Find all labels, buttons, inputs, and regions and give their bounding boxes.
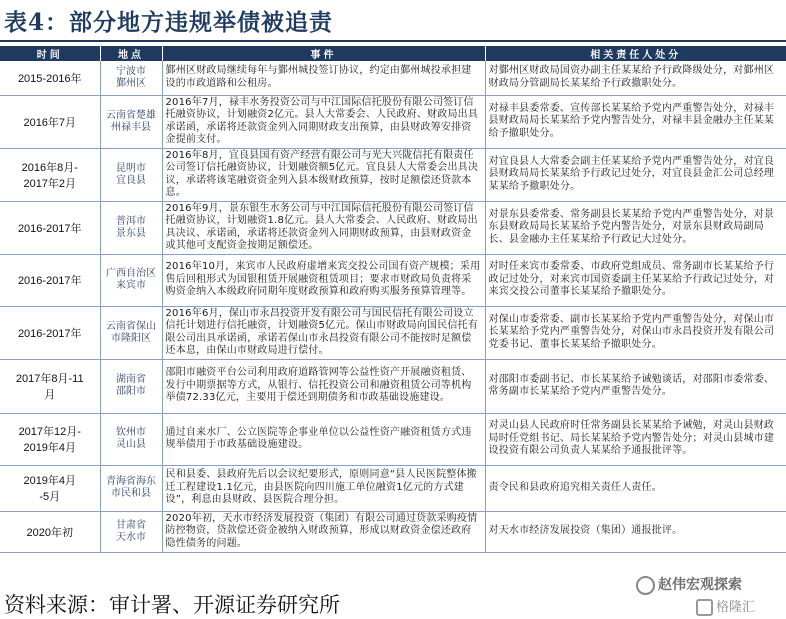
row-event: 鄞州区财政局继续每年与鄞州城投签订协议，约定由鄞州城投承担建设的市政道路和公租房。 <box>162 61 485 95</box>
watermark-text: 赵伟宏观探索 <box>658 577 742 593</box>
table-title: 表4：部分地方违规举债被追责 <box>4 9 334 36</box>
row-time: 2016-2017年 <box>0 201 100 254</box>
row-responsibility: 对景东县委常委、常务副县长某某给予党内严重警告处分，对景东县财政局局长某某给予党内警告处分，对景东县财政局副局长、县金融办主任某某给予行政记大过处分。 <box>485 201 786 254</box>
table-row <box>0 61 786 95</box>
row-place: 广西自治区 来宾市 <box>100 254 162 306</box>
table-row <box>0 511 786 552</box>
row-place: 甘肃省 天水市 <box>100 511 162 552</box>
header-event: 事件 <box>162 46 485 61</box>
table-row <box>0 413 786 465</box>
header-time: 时间 <box>0 46 100 61</box>
row-event: 2016年10月，来宾市人民政府虚增来宾交投公司国有资产规模；采用售后回租形式为国银租赁开展融资租赁项目；要求市财政局负责将采购资金纳入本级政府同期年度财政预算和政府购买服务预算管理等。 <box>162 254 485 306</box>
row-place: 钦州市 灵山县 <box>100 413 162 465</box>
row-responsibility: 对鄞州区财政局国资办副主任某某给予行政降级处分，对鄞州区财政局分管副局长某某给予行政撤职处分。 <box>485 61 786 95</box>
title-divider <box>0 40 786 42</box>
row-place: 湖南省 邵阳市 <box>100 359 162 413</box>
row-responsibility: 对时任来宾市委常委、市政府党组成员、常务副市长某某给予行政记过处分，对来宾市国资委副主任某某给予行政记过处分，对来宾交投公司董事长某某给予撤职处分。 <box>485 254 786 306</box>
row-place: 宁波市 鄞州区 <box>100 61 162 95</box>
source-note: 资料来源：审计署、开源证券研究所 <box>4 593 340 617</box>
row-time: 2019年4月 -5月 <box>0 465 100 511</box>
row-responsibility: 对保山市委常委、副市长某某给予党内严重警告处分，对保山市长某某给予党内严重警告处分，对保山市永昌投资开发有限公司党委书记、董事长某某给予撤职处分。 <box>485 306 786 359</box>
watermark-text-2: 格隆汇 <box>716 600 756 615</box>
row-time: 2016-2017年 <box>0 254 100 306</box>
row-time: 2016年7月 <box>0 95 100 148</box>
row-time: 2017年12月- 2019年4月 <box>0 413 100 465</box>
row-responsibility: 对天水市经济发展投资（集团）通报批评。 <box>485 511 786 552</box>
row-time: 2016年8月- 2017年2月 <box>0 148 100 201</box>
row-place: 云南省楚雄 州禄丰县 <box>100 95 162 148</box>
row-event: 2016年7月，禄丰水务投资公司与中江国际信托股份有限公司签订信托融资协议，计划融资2亿元。县人大常委会、人民政府、财政局出具承诺函，承诺将还款资金列入同期财政支出预算，由县财政筹安排资金提前支付。 <box>162 95 485 148</box>
row-responsibility: 责令民和县政府追究相关责任人责任。 <box>485 465 786 511</box>
table-row <box>0 201 786 254</box>
row-responsibility: 对禄丰县委常委、宣传部长某某给予党内严重警告处分，对禄丰县财政局局长某某给予党内警告处分，对禄丰县金融办主任某某给予撤职处分。 <box>485 95 786 148</box>
header-responsibility: 相关责任人处分 <box>485 46 786 61</box>
table-row <box>0 254 786 306</box>
wechat-icon <box>636 576 655 595</box>
row-time: 2016-2017年 <box>0 306 100 359</box>
accountability-table <box>0 46 786 553</box>
watermark-gelonghui <box>696 596 755 616</box>
table-row <box>0 306 786 359</box>
row-place: 昆明市 宜良县 <box>100 148 162 201</box>
watermark-wechat <box>636 574 742 595</box>
table-body <box>0 61 786 552</box>
row-time: 2017年8月-11 月 <box>0 359 100 413</box>
row-responsibility: 对邵阳市委副书记、市长某某给予诫勉谈话，对邵阳市委常委、常务副市长某某给予党内严重警告处分。 <box>485 359 786 413</box>
row-event: 2016年8月，宜良县国有资产经营有限公司与光大兴陇信托有限责任公司签订信托融资协议，计划融资额5亿元。宜良县人大常委会出具决议，承诺将该笔融资资金列入县本级财政预算，按时足额偿还贷款本息。 <box>162 148 485 201</box>
row-event: 通过自来水厂、公立医院等企事业单位以公益性资产融资租赁方式违规举债用于市政基础设施建设。 <box>162 413 485 465</box>
row-event: 2016年9月，景东银生水务公司与中江国际信托股份有限公司签订信托融资协议，计划融资1.8亿元。县人大常委会、人民政府、财政局出具决议、承诺函，承诺将还款资金列入同期财政预算，由县财政资金或其他可支配资金按期足额偿还。 <box>162 201 485 254</box>
row-responsibility: 对灵山县人民政府时任常务副县长某某给予诫勉，对灵山县财政局时任党组书记、局长某某给予党内警告处分；对灵山县城市建设投资有限公司负责人某某给予通报批评等。 <box>485 413 786 465</box>
row-time: 2015-2016年 <box>0 61 100 95</box>
row-event: 民和县委、县政府先后以会议纪要形式，原则同意“县人民医院整体搬迁工程建设1.1亿元，由县医院向四川施工单位融资1亿元的方式建设”，利息由县财政、县医院合理分担。 <box>162 465 485 511</box>
gelonghui-logo-icon <box>696 599 713 616</box>
table-header-row <box>0 46 786 61</box>
row-place: 云南省保山 市隆阳区 <box>100 306 162 359</box>
row-event: 2020年初，天水市经济发展投资（集团）有限公司通过贷款采购疫情防控物资，贷款偿还资金被纳入财政预算，形成以财政资金偿还政府隐性债务的问题。 <box>162 511 485 552</box>
row-event: 邵阳市融资平台公司利用政府道路管网等公益性资产开展融资租赁、发行中期票据等方式，从银行、信托投资公司和融资租赁公司等机构举债72.33亿元，主要用于偿还到期债务和市政基础设施建设。 <box>162 359 485 413</box>
row-place: 普洱市 景东县 <box>100 201 162 254</box>
table-row <box>0 465 786 511</box>
row-responsibility: 对宜良县人大常委会副主任某某给予党内严重警告处分，对宜良县财政局局长某某给予行政记过处分，对宜良县金汇公司总经理某某给予撤职处分。 <box>485 148 786 201</box>
row-time: 2020年初 <box>0 511 100 552</box>
row-place: 青海省海东 市民和县 <box>100 465 162 511</box>
table-row <box>0 148 786 201</box>
table-row <box>0 95 786 148</box>
row-event: 2016年6月，保山市永昌投资开发有限公司与国民信托有限公司设立信托计划进行信托融资，计划融资5亿元。保山市财政局向国民信托有限公司出具承诺函，承诺若保山市永昌投资有限公司不能按时足额偿还本息，由保山市财政局进行偿付。 <box>162 306 485 359</box>
header-place: 地点 <box>100 46 162 61</box>
table-row <box>0 359 786 413</box>
